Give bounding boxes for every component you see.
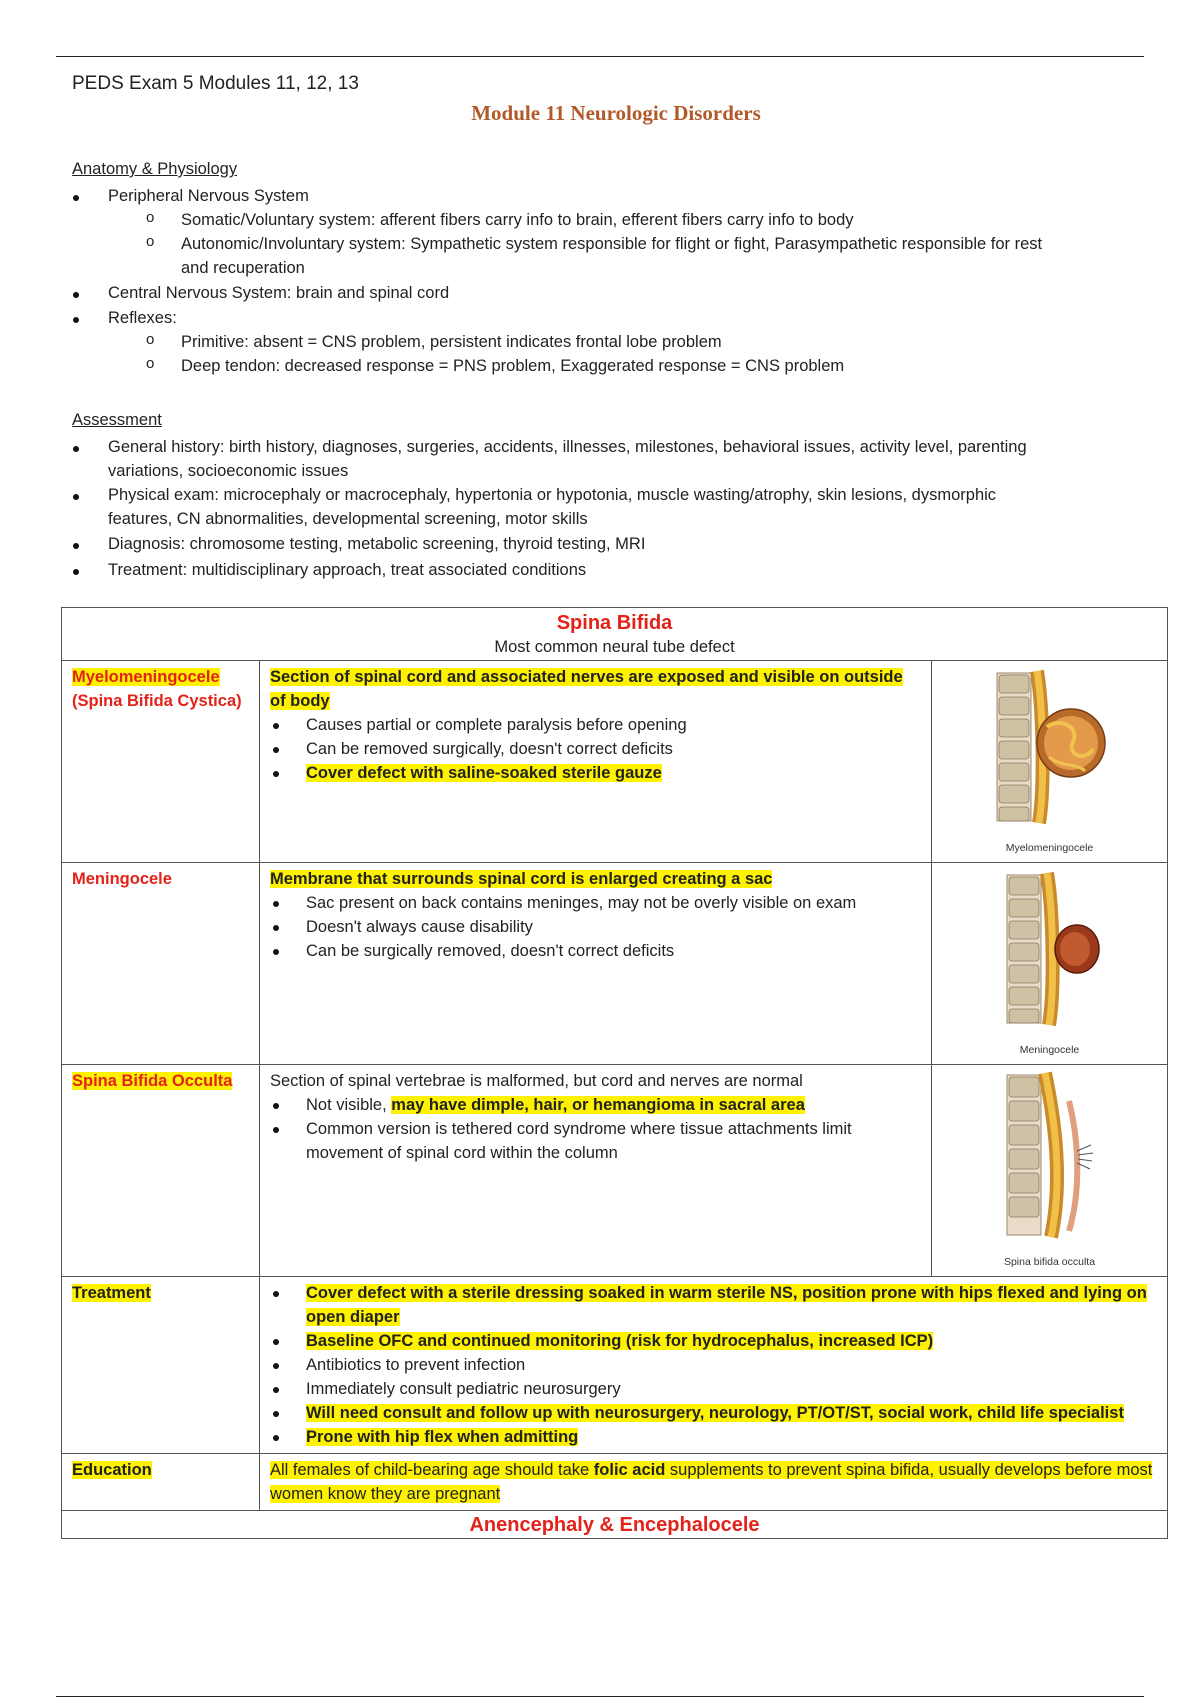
list-item: Doesn't always cause disability [270,915,921,939]
document-header: PEDS Exam 5 Modules 11, 12, 13 [72,73,359,94]
myelo-highlight-text: Cover defect with saline-soaked sterile gauze [306,764,662,782]
sub-marker: o [146,209,155,226]
list-item: Sac present on back contains meninges, may not be overly visible on exam [270,891,921,915]
next-section-cell [62,1511,1168,1539]
sub-marker: o [146,233,155,250]
myelo-image-cell [932,661,1168,863]
sub-marker: o [146,331,155,348]
occulta-image-caption: Spina bifida occulta [1003,1256,1096,1268]
myelo-label: Myelomeningocele [72,668,220,686]
myelo-desc-cell [260,661,932,863]
reflexes-item: Reflexes: [108,309,177,327]
spina-bifida-header-cell [62,608,1168,661]
myelo-label-cell [62,661,260,863]
treatment-label: Treatment [72,1284,151,1302]
module-title: Module 11 Neurologic Disorders [471,101,761,125]
treatment-desc-cell [260,1277,1168,1454]
education-label: Education [72,1461,152,1479]
autonomic-item: Autonomic/Involuntary system: Sympathetic system responsible for flight or fight, Parasympathetic responsible for rest [181,235,1043,253]
treatment-text: Baseline OFC and continued monitoring (risk for hydrocephalus, increased ICP) [306,1332,934,1350]
deep-tendon-item: Deep tendon: decreased response = PNS problem, Exaggerated response = CNS problem [181,357,845,375]
education-desc-cell [260,1454,1168,1511]
list-item [270,1401,1157,1425]
assessment-heading: Assessment [72,411,162,429]
list-item [270,1281,1157,1329]
bottom-rule [56,1696,1144,1697]
list-item: Antibiotics to prevent infection [270,1353,1157,1377]
list-item [270,1425,1157,1449]
meningo-lead: Membrane that surrounds spinal cord is enlarged creating a sac [270,870,773,888]
spina-bifida-title: Spina Bifida [556,612,673,634]
list-item [270,1329,1157,1353]
general-history-item: General history: birth history, diagnoses, surgeries, accidents, illnesses, milestones, behavioral issues, activity level, parenting [108,438,1027,456]
occulta-plain-text: Not visible, [306,1096,392,1114]
treatment-text: Cover defect with a sterile dressing soaked in warm sterile NS, position prone with hips flexed and lying on open diaper [306,1284,1147,1326]
occulta-lead: Section of spinal vertebrae is malformed, but cord and nerves are normal [270,1072,803,1090]
bullet-dot [73,317,79,323]
education-label-cell [62,1454,260,1511]
anencephaly-title: Anencephaly & Encephalocele [469,1514,760,1536]
myelomeningocele-illustration [985,667,1115,827]
spina-bifida-subtitle: Most common neural tube defect [494,638,735,656]
cns-item: Central Nervous System: brain and spinal cord [108,284,450,302]
list-item [270,1093,921,1117]
meningo-desc-cell [260,863,932,1065]
meningocele-illustration [995,869,1105,1029]
education-text-bold: folic acid [593,1461,666,1479]
autonomic-item-cont: and recuperation [181,259,305,277]
list-item: Causes partial or complete paralysis before opening [270,713,921,737]
list-item: Immediately consult pediatric neurosurgery [270,1377,1157,1401]
diagnosis-item: Diagnosis: chromosome testing, metabolic screening, thyroid testing, MRI [108,535,646,553]
list-item [270,761,921,785]
occulta-highlight-text: may have dimple, hair, or hemangioma in sacral area [391,1096,805,1114]
treatment-text: Will need consult and follow up with neurosurgery, neurology, PT/OT/ST, social work, child life specialist [306,1404,1124,1422]
anatomy-heading: Anatomy & Physiology [72,160,238,178]
list-item: Can be surgically removed, doesn't correct deficits [270,939,921,963]
occulta-desc-cell [260,1065,932,1277]
myelo-lead: Section of spinal cord and associated nerves are exposed and visible on outside of body [270,668,903,710]
list-item: Common version is tethered cord syndrome where tissue attachments limit movement of spinal cord within the column [270,1117,921,1165]
occulta-image-cell [932,1065,1168,1277]
primitive-item: Primitive: absent = CNS problem, persistent indicates frontal lobe problem [181,333,722,351]
general-history-cont: variations, socioeconomic issues [108,462,349,480]
treatment-text: Prone with hip flex when admitting [306,1428,579,1446]
bullet-dot [73,292,79,298]
myelo-label-sub: (Spina Bifida Cystica) [72,692,242,710]
treatment-label-cell [62,1277,260,1454]
spina-bifida-table [61,607,1168,1539]
treatment-item: Treatment: multidisciplinary approach, treat associated conditions [108,561,587,579]
myelo-image-caption: Myelomeningocele [1005,842,1094,854]
list-item: Can be removed surgically, doesn't correct deficits [270,737,921,761]
meningo-image-cell [932,863,1168,1065]
education-text-post: supplements to prevent spina bifida, usually develops before most women know they are pregnant [270,1461,1153,1503]
physical-exam-cont: features, CN abnormalities, developmental screening, motor skills [108,510,588,528]
meningo-label: Meningocele [72,870,172,888]
occulta-label-cell [62,1065,260,1277]
bullet-dot [73,543,79,549]
bullet-dot [73,446,79,452]
pns-item: Peripheral Nervous System [108,187,309,205]
somatic-item: Somatic/Voluntary system: afferent fibers carry info to brain, efferent fibers carry info to body [181,211,854,229]
sub-marker: o [146,355,155,372]
physical-exam-item: Physical exam: microcephaly or macrocephaly, hypertonia or hypotonia, muscle wasting/atrophy, skin lesions, dysmorphic [108,486,997,504]
occulta-label: Spina Bifida Occulta [72,1072,233,1090]
spina-bifida-occulta-illustration [995,1071,1105,1241]
education-text-pre: All females of child-bearing age should take [270,1461,594,1479]
meningo-label-cell [62,863,260,1065]
bullet-dot [73,569,79,575]
top-rule [56,56,1144,57]
meningo-image-caption: Meningocele [1019,1044,1080,1056]
bullet-dot [73,494,79,500]
bullet-dot [73,195,79,201]
